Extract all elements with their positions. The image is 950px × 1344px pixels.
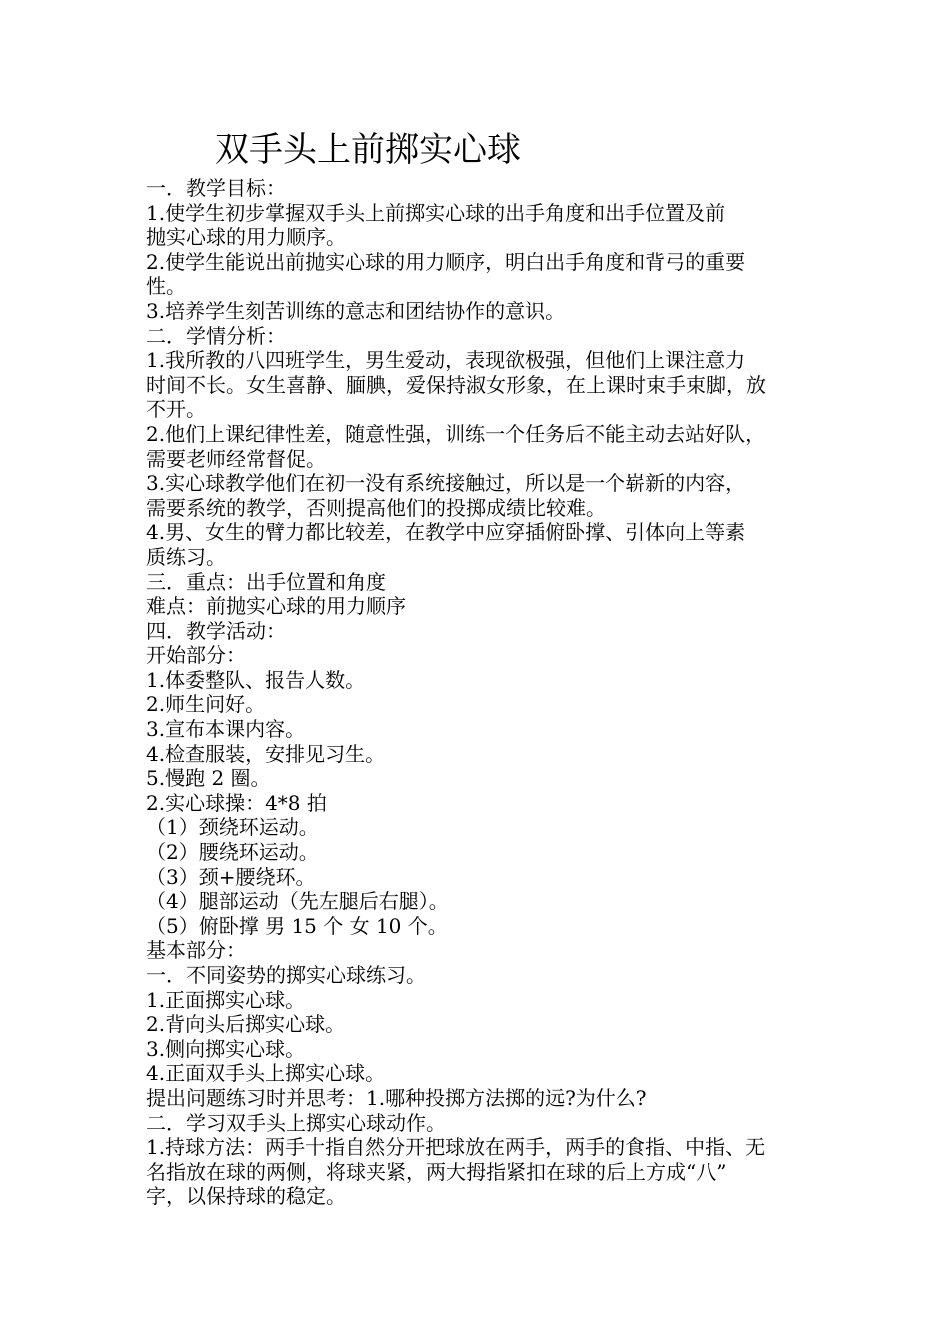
text-line: 3.培养学生刻苦训练的意志和团结协作的意识。 bbox=[146, 298, 566, 323]
text-line: 难点：前抛实心球的用力顺序 bbox=[146, 594, 406, 619]
text-line: 2.他们上课纪律性差，随意性强，训练一个任务后不能主动去站好队， bbox=[146, 421, 766, 446]
text-line: （5）俯卧撑 男 15 个 女 10 个。 bbox=[146, 913, 448, 938]
text-line: 2.背向头后掷实心球。 bbox=[146, 1012, 346, 1037]
text-line: （1）颈绕环运动。 bbox=[146, 815, 319, 840]
text-line: 时间不长。女生喜静、腼腆，爱保持淑女形象，在上课时束手束脚，放 bbox=[146, 372, 766, 397]
text-line: 三．重点：出手位置和角度 bbox=[146, 569, 386, 594]
text-line: 需要系统的教学，否则提高他们的投掷成绩比较难。 bbox=[146, 495, 606, 520]
text-line: 一．教学目标： bbox=[146, 176, 286, 200]
text-line: 一．不同姿势的掷实心球练习。 bbox=[146, 963, 426, 987]
text-line: 5.慢跑 2 圈。 bbox=[146, 766, 271, 791]
text-line: 不开。 bbox=[146, 397, 206, 422]
text-line: 2.师生问好。 bbox=[146, 692, 266, 717]
text-line: （2）腰绕环运动。 bbox=[146, 840, 319, 865]
text-line: 3.侧向掷实心球。 bbox=[146, 1036, 306, 1061]
text-line: 开始部分： bbox=[146, 643, 246, 668]
text-line: （4）腿部运动（先左腿后右腿）。 bbox=[146, 889, 449, 914]
text-line: 1.使学生初步掌握双手头上前掷实心球的出手角度和出手位置及前 bbox=[146, 200, 726, 225]
text-line: 基本部分： bbox=[146, 938, 246, 963]
text-line: 2.实心球操：4*8 拍 bbox=[146, 790, 327, 815]
document-body bbox=[146, 176, 826, 1209]
text-line: 2.使学生能说出前抛实心球的用力顺序，明白出手角度和背弓的重要 bbox=[146, 249, 746, 274]
text-line: 1.体委整队、报告人数。 bbox=[146, 667, 366, 692]
text-line: 3.宣布本课内容。 bbox=[146, 717, 306, 742]
text-line: 4.男、女生的臂力都比较差，在教学中应穿插俯卧撑、引体向上等素 bbox=[146, 520, 746, 545]
text-line: 名指放在球的两侧，将球夹紧，两大拇指紧扣在球的后上方成“八” bbox=[146, 1159, 727, 1184]
text-line: 抛实心球的用力顺序。 bbox=[146, 225, 346, 250]
text-line: 二．学习双手头上掷实心球动作。 bbox=[146, 1110, 446, 1135]
text-line: （3）颈+腰绕环。 bbox=[146, 864, 316, 889]
text-line: 二．学情分析： bbox=[146, 323, 286, 348]
text-line: 提出问题练习时并思考：1.哪种投掷方法掷的远?为什么? bbox=[146, 1085, 647, 1110]
text-line: 字，以保持球的稳定。 bbox=[146, 1184, 346, 1209]
text-line: 1.持球方法：两手十指自然分开把球放在两手，两手的食指、中指、无 bbox=[146, 1135, 766, 1160]
text-line: 四．教学活动： bbox=[146, 618, 286, 643]
text-line: 4.正面双手头上掷实心球。 bbox=[146, 1061, 386, 1086]
text-line: 1.我所教的八四班学生，男生爱动，表现欲极强，但他们上课注意力 bbox=[146, 348, 746, 373]
text-line: 质练习。 bbox=[146, 544, 226, 569]
text-line: 3.实心球教学他们在初一没有系统接触过，所以是一个崭新的内容， bbox=[146, 471, 746, 496]
document-title: 双手头上前掷实心球 bbox=[215, 130, 521, 170]
text-line: 1.正面掷实心球。 bbox=[146, 987, 306, 1012]
text-line: 4.检查服装，安排见习生。 bbox=[146, 741, 386, 766]
text-line: 性。 bbox=[146, 274, 186, 299]
text-line: 需要老师经常督促。 bbox=[146, 446, 326, 471]
